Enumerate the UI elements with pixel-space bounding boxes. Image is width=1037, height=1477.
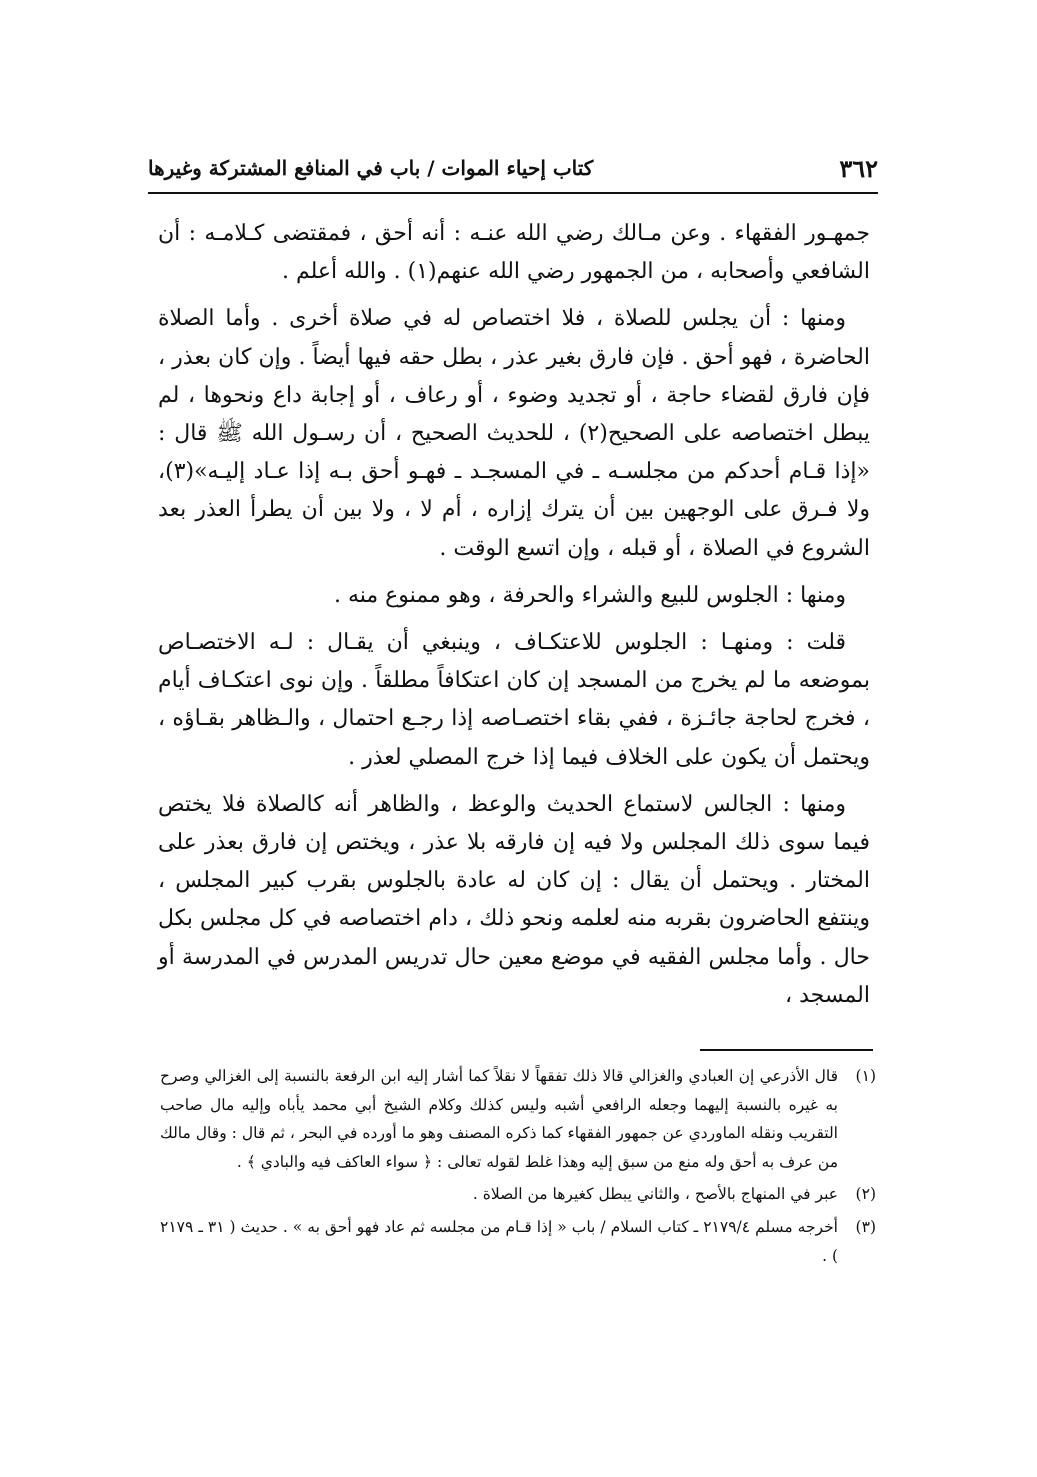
footnote xyxy=(160,1062,876,1176)
paragraph: جمهـور الفقهاء . وعن مـالك رضي الله عنـه : أنه أحق ، فمقتضى كـلامـه : أن الشافعي وأصحابه ، من الجمهور رضي الله عنهم(١) . والله أعلم . xyxy=(158,221,870,285)
paragraph: قلت : ومنهـا : الجلوس للاعتكـاف ، وينبغي أن يقـال : لـه الاختصـاص بموضعه ما لم يخرج من المسجد إن كان اعتكافاً مطلقاً . وإن نوى اعتكـاف أيام ، فخرج لحاجة جائـزة ، ففي بقاء اختصـاصه إذا رجـع احتمال ، والـظاهر بقـاؤه ، ويحتمل أن يكون على الخلاف فيما إذا خرج المصلي لعذر . xyxy=(158,630,870,770)
footnote xyxy=(160,1180,876,1209)
footnote-text: عبر في المنهاج بالأصح ، والثاني يبطل كغيرها من الصلاة . xyxy=(472,1185,838,1204)
page-number: ٣٦٢ xyxy=(839,154,878,183)
footnote-number: (٣) xyxy=(855,1217,876,1236)
running-title: كتاب إحياء الموات / باب في المنافع المشتركة وغيرها xyxy=(148,156,594,180)
footnote-text: أخرجه مسلم ٢١٧٩/٤ ـ كتاب السلام / باب « إذا قـام من مجلسه ثم عاد فهو أحق به » . حديث ( ٣١ ـ ٢١٧٩ ) . xyxy=(160,1217,838,1265)
footnote-text: قال الأذرعي إن العبادي والغزالي قالا ذلك تفقهاً لا نقلاً كما أشار إليه ابن الرفعة بالنسبة إلى الغزالي وصرح به غيره بالنسبة إليهما وجعله الرافعي أشبه وليس كذلك وكلام الشيخ أبي محمد يأباه وإليه مال صاحب التقريب ونقله الماوردي عن جمهور الفقهاء كما ذكره المصنف وهو ما أورده في البحر ، ثم قال : وقال مالك من عرف به أحق وله منع من سبق إليه وهذا غلط لقوله تعالى : ﴿ سواء العاكف فيه والبادي ﴾ . xyxy=(160,1067,838,1171)
footnotes xyxy=(160,1062,876,1274)
footnote xyxy=(160,1213,876,1270)
footnote-number: (١) xyxy=(855,1067,876,1085)
footnote-separator xyxy=(700,1049,873,1051)
header-rule xyxy=(148,192,878,194)
paragraph: ومنها : أن يجلس للصلاة ، فلا اختصاص له في صلاة أخرى . وأما الصلاة الحاضرة ، فهو أحق . فإن فارق بغير عذر ، بطل حقه فيها أيضاً . وإن كان بعذر ، فإن فارق لقضاء حاجة ، أو تجديد وضوء ، أو رعاف ، أو إجابة داع ونحوها ، لم يبطل اختصاصه على الصحيح(٢) ، للحديث الصحيح ، أن رسـول الله ﷺ قال : «إذا قـام أحدكم من مجلسـه ـ في المسجـد ـ فهـو أحق بـه إذا عـاد إليـه»(٣)، ولا فـرق على الوجهين بين أن يترك إزاره ، أم لا ، ولا بين أن يطرأ العذر بعد الشروع في الصلاة ، أو قبله ، وإن اتسع الوقت . xyxy=(158,306,870,561)
footnote-number: (٢) xyxy=(855,1185,876,1204)
paragraph: ومنها : الجلوس للبيع والشراء والحرفة ، وهو ممنوع منه . xyxy=(333,582,846,608)
main-text xyxy=(158,215,870,1015)
page-header xyxy=(148,150,878,190)
paragraph: ومنها : الجالس لاستماع الحديث والوعظ ، والظاهر أنه كالصلاة فلا يختص فيما سوى ذلك المجلس ولا فيه إن فارقه بلا عذر ، ويختص إن فارق بعذر على المختار . ويحتمل أن يقال : إن كان له عادة بالجلوس بقرب كبير المجلس ، وينتفع الحاضرون بقربه منه لعلمه ونحو ذلك ، دام اختصاصه في كل مجلس بكل حال . وأما مجلس الفقيه في موضع معين حال تدريس المدرس في المدرسة أو المسجد ، xyxy=(158,791,870,1008)
